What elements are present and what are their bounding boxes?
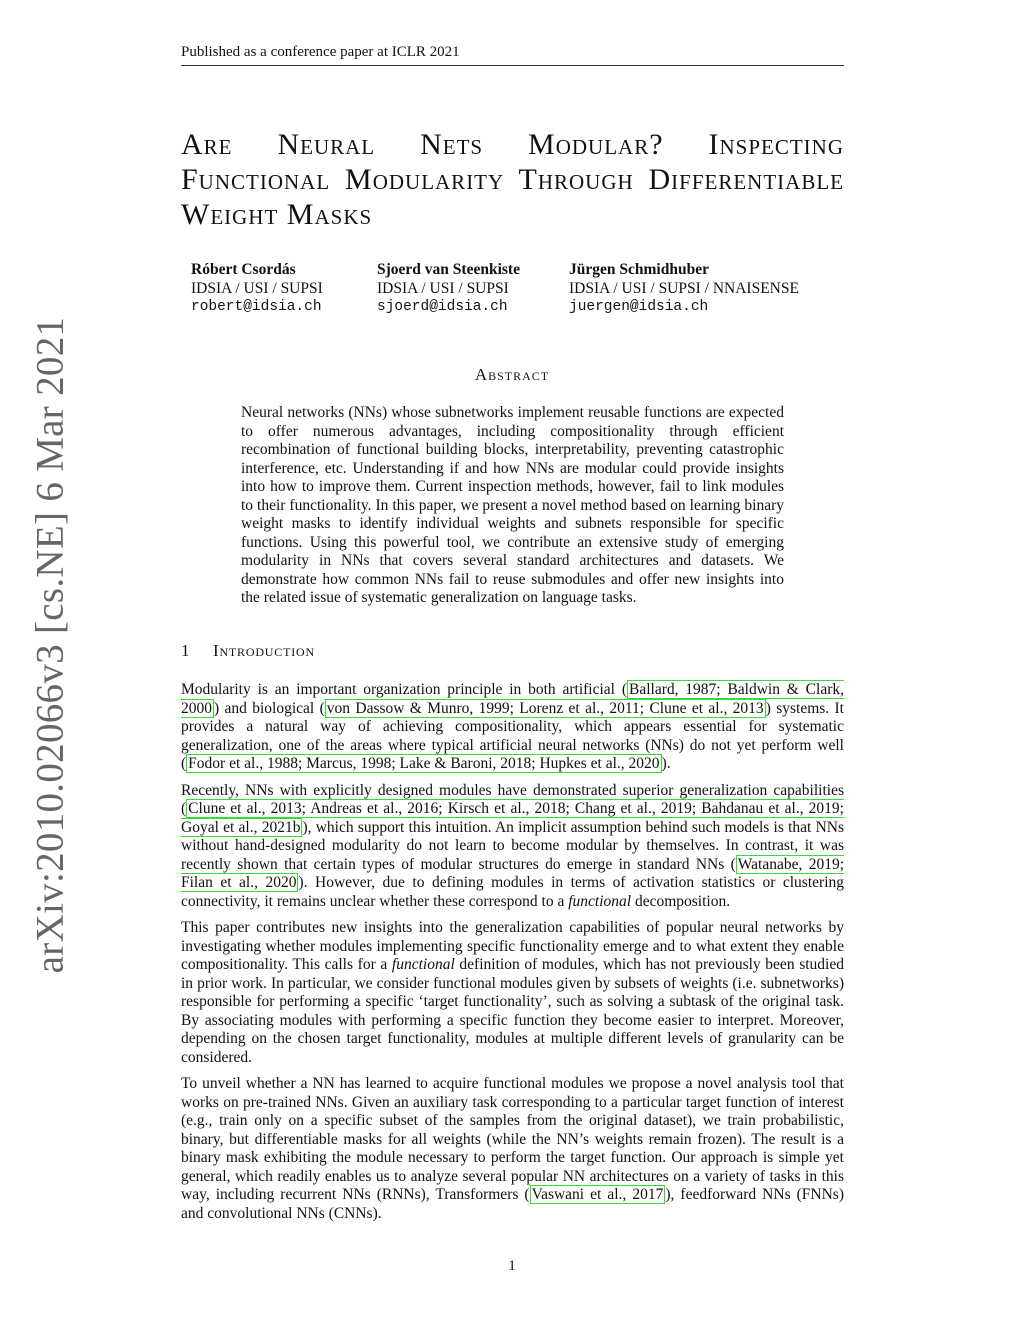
- author-block: [569, 260, 799, 317]
- citation-link[interactable]: Clune et al., 2013; Andreas et al., 2016; Kirsch et al., 2018; Chang et al., 2019; Bahdanau et al., 2019; Goyal et al., 2021b: [181, 800, 844, 836]
- citation-link[interactable]: Ballard, 1987; Baldwin & Clark, 2000: [181, 681, 844, 717]
- section-heading: [181, 641, 315, 661]
- abstract-heading: Abstract: [474, 365, 550, 384]
- author-name: Róbert Csordás: [191, 261, 296, 278]
- author-email[interactable]: robert@idsia.ch: [191, 299, 322, 315]
- paragraph: This paper contributes new insights into the generalization capabilities of popular neural networks by investigating whether modules implementing specific functionality emerge and to what extent they enable compositionality. This calls for a functional definition of modules, which has not previously been studied in prior work. In particular, we consider functional modules given by subsets of weights (i.e. subnetworks) responsible for performing a specific ‘target functionality’, such as solving a subtask of the original task. By associating modules with performing a specific function they become easier to interpret. Moreover, depending on the chosen target functionality, modules at multiple different levels of granularity can be considered.: [181, 919, 844, 1066]
- author-email[interactable]: sjoerd@idsia.ch: [377, 299, 508, 315]
- introduction-body: [181, 681, 844, 1231]
- citation-link[interactable]: Vaswani et al., 2017: [531, 1186, 664, 1203]
- paragraph: Recently, NNs with explicitly designed modules have demonstrated superior generalization capabilities ( Clune et al., 2013; Andreas et al., 2016; Kirsch et al., 2018; Chang et al., 2019; Bahdanau et al., 2019; Goyal et al., 2021b ), which support this intuition. An implicit assumption behind such models is that NNs without hand-designed modularity do not learn to become modular by themselves. In contrast, it was recently shown that certain types of modular structures do emerge in standard NNs ( Watanabe, 2019; Filan et al., 2020 ). However, due to defining modules in terms of activation statistics or clustering connectivity, it remains unclear whether these correspond to a functional decomposition.: [181, 781, 845, 910]
- citation-link[interactable]: von Dassow & Munro, 1999; Lorenz et al., 2011; Clune et al., 2013: [326, 699, 764, 717]
- author-block: [377, 260, 520, 317]
- arxiv-stamp: arXiv:2010.02066v3 [cs.NE] 6 Mar 2021: [28, 316, 72, 974]
- author-affiliation: IDSIA / USI / SUPSI: [191, 280, 323, 297]
- section-number: 1: [181, 641, 191, 660]
- author-name: Jürgen Schmidhuber: [569, 261, 709, 278]
- author-email[interactable]: juergen@idsia.ch: [569, 299, 709, 315]
- author-affiliation: IDSIA / USI / SUPSI / NNAISENSE: [569, 280, 799, 297]
- author-affiliation: IDSIA / USI / SUPSI: [377, 280, 509, 297]
- abstract-text: Neural networks (NNs) whose subnetworks implement reusable functions are expected to offer numerous advantages, including compositionality through efficient recombination of functional building blocks, interpretability, preventing catastrophic interference, etc. Understanding if and how NNs are modular could provide insights into how to improve them. Current inspection methods, however, fail to link modules to their functionality. In this paper, we present a novel method based on learning binary weight masks to identify individual weights and subnets responsible for specific functions. Using this powerful tool, we contribute an extensive study of emerging modularity in NNs that covers several standard architectures and datasets. We demonstrate how common NNs fail to reuse submodules and offer new insights into the related issue of systematic generalization on language tasks.: [241, 404, 784, 606]
- author-block: [191, 260, 323, 317]
- running-header: Published as a conference paper at ICLR 2021: [181, 44, 844, 66]
- citation-link[interactable]: Watanabe, 2019; Filan et al., 2020: [181, 855, 845, 891]
- page-number: 1: [508, 1258, 516, 1274]
- paragraph: To unveil whether a NN has learned to acquire functional modules we propose a novel analysis tool that works on pre-trained NNs. Given an auxiliary task corresponding to a particular target function of interest (e.g., train only on a specific subset of the samples from the original dataset), we train probabilistic, binary, but differentiable masks for all weights (while the NN’s weights remain frozen). The result is a binary mask exhibiting the module necessary to perform the target function. Our approach is simple yet general, which readily enables us to analyze several popular NN architectures on a variety of tasks in this way, including recurrent NNs (RNNs), Transformers ( Vaswani et al., 2017 ), feedforward NNs (FNNs) and convolutional NNs (CNNs).: [181, 1075, 844, 1222]
- author-name: Sjoerd van Steenkiste: [377, 261, 520, 278]
- citation-link[interactable]: Fodor et al., 1988; Marcus, 1998; Lake & Baroni, 2018; Hupkes et al., 2020: [188, 755, 660, 772]
- paragraph: Modularity is an important organization principle in both artificial ( Ballard, 1987; Baldwin & Clark, 2000 ) and biological ( von Dassow & Munro, 1999; Lorenz et al., 2011; Clune et al., 2013 ) systems. It provides a natural way of achieving compositionality, which appears essential for systematic generalization, one of the areas where typical artificial neural networks (NNs) do not yet perform well ( Fodor et al., 1988; Marcus, 1998; Lake & Baroni, 2018; Hupkes et al., 2020 ).: [181, 681, 844, 772]
- section-title: Introduction: [213, 641, 315, 660]
- paper-title: Are Neural Nets Modular? Inspecting Functional Modularity Through Differentiable Weight Masks: [181, 128, 844, 231]
